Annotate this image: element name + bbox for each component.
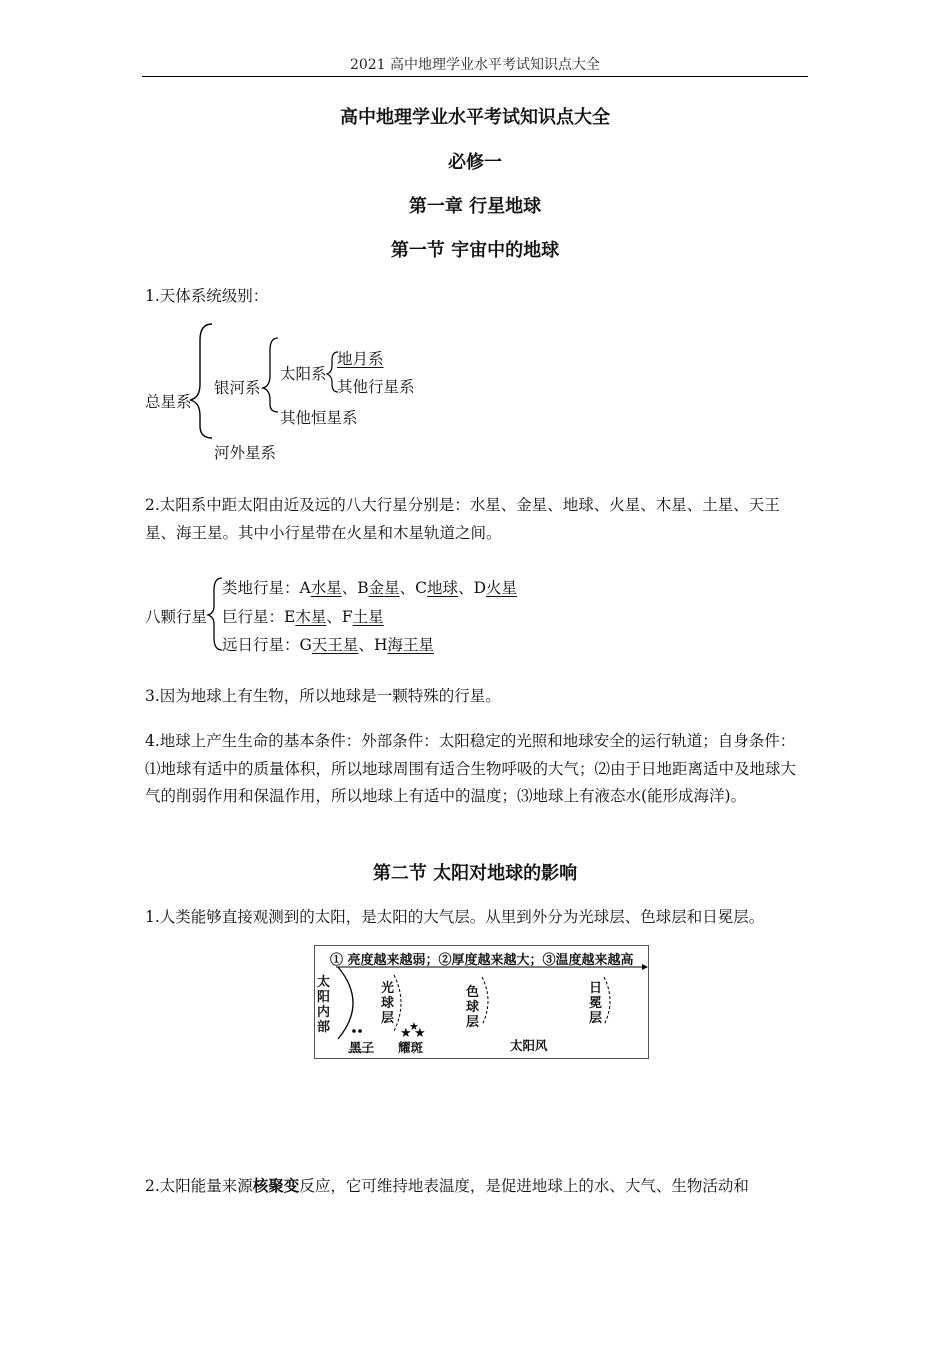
planet-uranus: 天王星 [311,636,359,654]
sep: 、 [399,579,416,597]
corona-char: 层 [589,1011,603,1026]
photosphere-char: 球 [381,996,395,1011]
interior-char: 内 [317,1005,331,1020]
planets-root: 八颗行星 [145,608,208,626]
s2-p2-nuclear-fusion: 核聚变 [252,1176,300,1195]
s1-paragraph-3: 3.因为地球上有生物，所以地球是一颗特殊的行星。 [145,687,501,705]
tree-extragalactic: 河外星系 [214,444,277,462]
planets-terrestrial [222,576,517,598]
planet-neptune: 海王星 [387,636,434,654]
svg-text:★: ★ [409,1020,419,1033]
planet-mercury: 水星 [310,579,342,597]
s2-paragraph-2 [145,1172,810,1201]
chromosphere-char: 球 [466,1000,480,1015]
letter-g: G [299,636,312,654]
planets-distant [222,633,434,655]
letter-d: D [473,579,487,597]
tree-galaxy: 银河系 [214,379,261,397]
sep: 、 [358,636,374,654]
letter-h: H [373,636,388,654]
interior-char: 太 [317,975,331,990]
figure-flare: 耀斑 [398,1040,424,1055]
photosphere-char: 光 [381,981,395,996]
planet-saturn: 土星 [352,608,384,626]
terrestrial-label: 类地行星： [222,579,300,597]
figure-top-text: ① 亮度越来越弱；②厚度越来越大；③温度越来越高 [330,953,634,968]
s2-paragraph-1: 1.人类能够直接观测到的太阳，是太阳的大气层。从里到外分为光球层、色球层和日冕层。 [145,908,765,926]
tree-root: 总星系 [145,393,192,411]
s1-paragraph-1: 1.天体系统级别： [145,287,269,305]
planet-mars: 火星 [486,579,518,597]
planet-jupiter: 木星 [295,608,327,626]
chromosphere-char: 色 [466,985,480,1000]
brace-root [190,324,212,438]
figure-interior [317,975,331,1035]
brace-galaxy [263,338,278,412]
brace-planets [208,578,222,650]
sep: 、 [326,608,342,626]
module-title: 必修一 [448,152,502,173]
interior-char: 阳 [317,990,331,1005]
section2-title: 第二节 太阳对地球的影响 [372,863,578,884]
figure-chromosphere [466,985,480,1030]
letter-e: E [284,608,296,626]
letter-f: F [341,608,353,626]
letter-a: A [299,579,311,597]
svg-text:★: ★ [400,1026,412,1041]
letter-b: B [357,579,369,597]
figure-corona [589,981,603,1026]
photosphere-char: 层 [381,1011,395,1026]
figure-sunspot: 黑子 [349,1040,375,1055]
solar-atmosphere-figure [314,945,649,1059]
page-header: 2021 高中地理学业水平考试知识点大全 [349,57,601,73]
figure-photosphere [381,981,395,1026]
s2-p2-part-a: 2.太阳能量来源 [145,1177,253,1195]
planets-giant [222,605,384,627]
corona-char: 日 [589,981,603,996]
s1-paragraph-2: 2.太阳系中距太阳由近及远的八大行星分别是：水星、金星、地球、火星、木星、土星、天王星、海王星。其中小行星带在火星和木星轨道之间。 [145,496,780,542]
sep: 、 [341,579,358,597]
corona-char: 冕 [589,996,603,1011]
planet-venus: 金星 [368,579,400,597]
chapter-title: 第一章 行星地球 [408,196,542,217]
distant-label: 远日行星： [222,636,300,654]
planet-earth: 地球 [427,579,459,597]
letter-c: C [415,579,428,597]
tree-otherplanet: 其他行星系 [337,378,415,396]
main-title: 高中地理学业水平考试知识点大全 [340,107,610,128]
section1-title: 第一节 宇宙中的地球 [390,240,560,261]
s2-p2-part-c: 反应，它可维持地表温度，是促进地球上的水、大气、生物活动和 [299,1177,749,1195]
tree-otherstar: 其他恒星系 [280,409,358,427]
giant-label: 巨行星： [222,608,285,626]
tree-solar: 太阳系 [280,365,327,383]
interior-char: 部 [317,1020,331,1035]
tree-earthmoon: 地月系 [337,350,384,368]
figure-solarwind: 太阳风 [510,1038,548,1053]
chromosphere-char: 层 [466,1015,480,1030]
sep: 、 [458,579,474,597]
s1-paragraph-4: 4.地球上产生生命的基本条件：外部条件：太阳稳定的光照和地球安全的运行轨道；自身条件：⑴地球有适中的质量体积，所以地球周围有适合生物呼吸的大气；⑵由于日地距离适中及地球大气的削弱作用和保温作用，所以地球上有适中的温度；⑶地球上有液态水(能形成海洋)。 [145,732,797,805]
svg-text:★: ★ [414,1026,426,1041]
